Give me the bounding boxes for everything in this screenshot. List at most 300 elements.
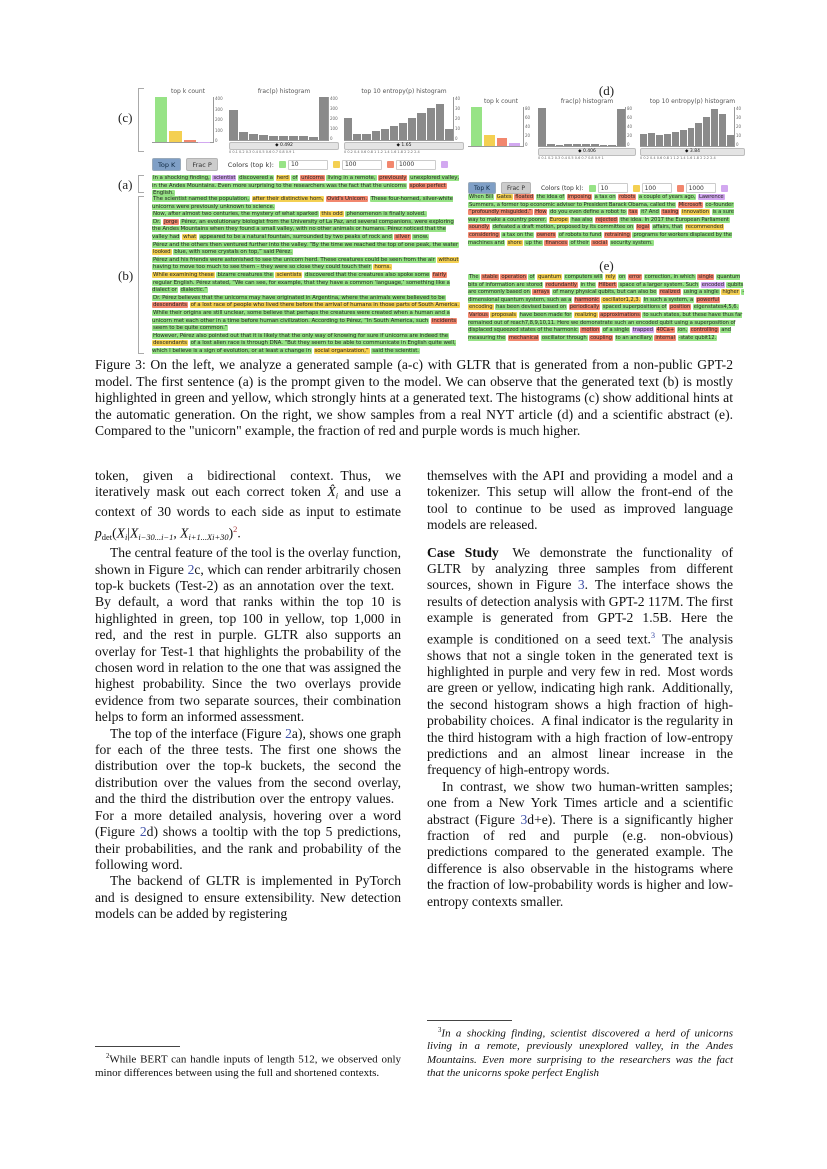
highlighted-token: These four-horned, silver-white unicorns were previously unknown to science. [152,196,453,210]
tick-label: 60 [627,115,633,120]
histogram-bar [695,123,702,146]
highlighted-token: blue, with some crystals on top,” said Pérez. [174,249,292,256]
highlighted-token: previously [379,175,407,181]
legend-chip-purple [441,161,448,168]
tick-label: 10 [455,126,461,132]
tick-label: 400 [330,95,338,101]
fracp-plot [538,107,625,147]
histogram-bar [471,107,482,146]
chart-entropy-right [640,98,745,160]
highlighted-token: computers will [564,274,603,280]
highlighted-token: bizarre creatures the [217,271,273,278]
panel-label-e: (e) [599,258,614,273]
highlighted-token: error [628,274,642,280]
histogram-bar [509,143,520,146]
highlighted-token: unicorns [301,175,324,181]
highlighted-token: harmonic [574,296,599,303]
highlighted-token: discovered a [239,175,273,181]
highlighted-token: Pérez and the others then ventured further into the valley. “By the time we reached the top of one peak, the water [153,241,459,248]
sample-line [152,242,463,257]
highlighted-token: 40Ca+ [656,327,675,334]
highlighted-token: Hilbert [598,281,616,288]
highlighted-token: scientists [276,271,302,278]
histogram-bar [436,104,444,140]
sample-line [152,310,463,333]
highlighted-token: of robots to fund [558,231,602,238]
text-run: ( [112,525,117,541]
highlighted-token: position [669,304,691,311]
green-swatch [589,185,596,192]
highlighted-token: realizing [574,311,597,318]
legend-chip-purple [721,185,728,192]
tick-label: 0 [525,142,528,147]
y-axis [328,97,339,141]
tick-label: 0 [627,142,630,147]
histogram-bar [381,129,389,140]
histogram-bar [656,135,663,146]
highlighted-token: Dr. Pérez believes that the unicorns may have originated in Argentina, where the animals were believed to be [153,294,445,301]
highlighted-token: this odd [321,211,343,218]
figure-right-panel [468,83,745,354]
histogram-bar [573,144,581,146]
highlighted-token: of a lost race of people who lived there before the arrival of humans in those parts of South America. [190,302,459,309]
yellow-swatch [633,185,640,192]
text-run: det [101,531,113,542]
highlighted-token: of [292,175,298,181]
nyt-text-sample [468,194,745,247]
tick-label: 0 [215,138,218,143]
tick-label: 20 [627,133,633,138]
highlighted-token: encoding [469,304,493,311]
histogram-bar [249,134,258,140]
text-run: p [95,525,102,541]
tick-label: 0 [455,136,458,142]
histogram-row-left [152,88,464,154]
entropy-plot [344,97,453,141]
histogram-bar [229,110,238,140]
highlighted-token: on [618,274,626,280]
histogram-bar [344,118,352,140]
y-axis [523,107,534,147]
figure-caption: Figure 3: On the left, we analyze a generated sample (a-c) with GLTR that is generated from a non-public GPT-2 model. The first sentence (a) is the prompt given to the model. We can observe that the generated text (b) is mostly highlighted in green and yellow, which strongly hints at a generated text. The histograms (c) show additional hints at the automatic generation. On the right, we show samples from a real NYT article (d) and a scientific abstract (e). Compared to the "unicorn" example, the fraction of red and purple words is much higher. [95,357,733,439]
histogram-bar [279,136,288,140]
highlighted-token: it? And [641,209,659,216]
tick-label: 400 [215,96,223,101]
highlighted-token: -dimensional quantum system, such as a [468,289,745,303]
highlighted-token: encoded [701,281,724,288]
highlighted-token: spaced superpositions of [602,304,667,311]
histogram-bar [719,114,726,146]
highlighted-token: floated [515,194,534,200]
highlighted-token: The [469,274,479,280]
text-run: In contrast, we show two human-written samples; one from a New York Times article and a scientific abstract (Figure [427,778,733,827]
legend-chip-yellow [333,160,382,170]
footnote-3 [427,1020,733,1080]
highlighted-token: the idea of [536,194,565,200]
panel-label-a: (a) [118,177,133,192]
chart-title: frac(p) histogram [560,98,614,105]
tick-label: 30 [455,105,461,111]
highlighted-token: shore [507,239,522,246]
highlighted-token: finances [545,239,567,246]
x-axis-ticks: 0 0.2 0.4 0.6 0.8 1 1.2 1.4 1.6 1.8 2 2.2 2.4 [640,156,716,160]
text-run: . The interface shows the results of detection analysis with GPT-2 117M. The first example is generated from GPT-2 1.5B. Here the example is conditioned on a seed text. [427,577,733,647]
chip-value: 1000 [686,183,716,193]
x-axis-ticks: 0 0.2 0.4 0.6 0.8 1 1.2 1.4 1.6 1.8 2 2.2 2.4 [344,150,420,154]
highlighted-token: “profoundly misguided.” [469,209,532,216]
chart-title: top 10 entropy(p) histogram [649,98,736,105]
x-axis-ticks: 0 0.1 0.2 0.3 0.4 0.5 0.6 0.7 0.8 0.9 1 [538,156,604,160]
tick-label: 40 [736,106,742,111]
purple-swatch [441,161,448,168]
histogram-bar [169,131,181,142]
figure-reference-link[interactable]: 3 [520,811,528,827]
footnote-text [95,1050,401,1080]
sample-line [468,274,745,342]
highlighted-token: controlling [690,327,718,334]
paragraph [95,545,401,725]
histogram-bar [703,117,710,146]
histogram-bar [319,97,328,140]
histogram-bar [259,135,268,140]
highlighted-token: a tax on the [502,231,534,238]
text-run: d) shows a tooltip with the top 5 predictions, their probabilities, and the rank and probability of the following word. [95,824,402,872]
tick-label: 40 [455,95,461,101]
text-run: a), shows one graph for each of the three tests. The first one shows the distribution over the top-k buckets, the second the distribution over the values from the second overlay, and the third the distribution over the entropy values. For a more detailed analysis, hovering over a word (Figure [95,725,401,840]
histogram-bar [309,137,318,140]
sample-line [152,295,463,310]
histogram-bar [591,144,599,146]
highlighted-token: tax [629,209,638,216]
chart-title: top k count [483,98,519,105]
highlighted-token: motion [581,327,600,334]
top-k-count-plot [152,97,213,143]
highlighted-token: without [438,256,459,263]
text-run: X̂ [327,484,336,500]
tick-label: 100 [330,126,338,132]
highlighted-token: proposals [491,311,516,318]
highlighted-token: However, Pérez also pointed out that it is likely that the only way of knowing for sure if unicorns are indeed the [153,332,449,339]
histogram-bar [547,144,555,146]
highlighted-token: eigenstates4,5,6. [693,304,739,311]
tick-label: 20 [736,124,742,129]
text-run: The backend of GLTR is implemented in PyTorch and is designed to ensure extensibility. New detection models can be added by registering [95,873,401,922]
legend-chip-red [387,160,436,170]
threshold-slider: ◆ 0.406 [538,148,636,156]
highlighted-token: soundly [469,224,489,231]
legend-chip-red [677,183,716,193]
x-axis-ticks: 0 0.1 0.2 0.3 0.4 0.5 0.6 0.7 0.8 0.9 1 [229,150,295,154]
tick-label: 0 [330,136,333,142]
highlighted-token: higher [722,289,739,296]
highlighted-token: redundantly [546,281,577,288]
legend-right [468,182,728,194]
highlighted-token: snow. [413,233,429,240]
highlighted-token: recommended [685,224,724,231]
highlighted-token: In such a system, a [643,296,694,303]
bracket-c [138,88,144,152]
histogram-bar [269,136,278,140]
highlighted-token: incidents [431,317,457,324]
figure-reference-link[interactable]: 3 [577,577,585,593]
body-column-right [427,468,733,1080]
text-run: While BERT can handle inputs of length 512, we observed only minor differences between using the full and shortened contexts. [95,1053,401,1079]
sample-line [152,333,463,356]
top-k-count-plot [468,107,523,147]
threshold-slider: ◆ 3.84 [640,148,745,156]
highlighted-token: the idea. In 2017 the European Parliament [620,216,729,223]
highlighted-token: programs for workers displaced by the machines and [468,231,732,246]
chart-entropy-left [344,88,464,154]
tick-label: 0 [736,142,739,147]
highlighted-token: quantum [537,274,562,280]
highlighted-token: operation [501,274,526,280]
highlighted-token: do you even define a robot to [550,209,626,216]
chart-title: frac(p) histogram [257,88,311,95]
highlighted-token: Pérez, an evolutionary biologist from the University of La Paz, and several companions, were exploring the Andes Mountains when they found a small valley, with no other animals or humans. Pérez noticed that the valley had [152,218,454,240]
purple-swatch [721,185,728,192]
highlighted-token: robots [619,194,636,200]
tick-label: 200 [215,117,223,122]
highlighted-token: to such states, but these have thus far remained out of reach7,8,9,10,11. Here we demonstrate such an encoded qubit using a superposition of displaced squeezed states of the harmonic [468,311,743,334]
text-run: i−30...i−1 [138,531,174,542]
highlighted-token: single [698,274,714,280]
highlighted-token: legal [636,224,650,231]
highlighted-token: phenomenon is finally solved. [346,211,426,218]
highlighted-token: innovation [682,209,709,216]
text-run: In a shocking finding, scientist discovered a herd of unicorns living in a remote, previously unexplored valley, in the Andes Mountains. Even more surprising to the researchers was the fact that the unicorns spoke perfect English [427,1027,733,1079]
highlighted-token: descendants [153,340,187,347]
tick-label: 100 [215,127,223,133]
highlighted-token: taxing [662,209,679,216]
histogram-bar [640,134,647,146]
highlighted-token: retraining [604,231,630,238]
highlighted-token: approximations [600,311,640,318]
tick-label: 20 [455,115,461,121]
text-run: X [130,525,139,541]
colors-label: Colors (top k): [540,184,584,192]
fracp-button: Frac P [186,158,217,171]
chart-top-k-count-right [468,98,534,160]
legend-chip-yellow [633,183,672,193]
highlighted-token: oscillator through [541,334,587,341]
highlighted-token: quantum bits of information are stored [468,274,741,288]
highlighted-token: affairs, that [652,224,683,231]
legend-chip-green [279,160,328,170]
bracket-a [138,175,144,193]
highlighted-token: trapped [632,327,653,334]
tick-label: 40 [627,124,633,129]
highlighted-token: Now, after almost two centuries, the mystery of what sparked [153,211,318,218]
histogram-bar [608,145,616,146]
highlighted-token: When Bill [469,194,494,200]
highlighted-token: English. [153,190,174,197]
text-run: 2 [233,523,238,534]
highlighted-token: regular English. Pérez stated, “We can see, for example, that they have a common ‘language,’ something like a dialect or [152,279,450,294]
histogram-bar [184,140,196,142]
highlighted-token: space of a larger system. Such [619,281,699,288]
red-swatch [387,161,394,168]
histogram-bar [538,108,546,146]
footnote-2 [95,1046,401,1080]
highlighted-token: Gates [496,194,512,200]
figure-reference-link[interactable]: 3 [650,629,656,640]
highlighted-token: Dr. [153,218,161,225]
tick-label: 10 [736,133,742,138]
histogram-bar [680,130,687,146]
sample-line [152,257,463,272]
highlighted-token: stable [482,274,498,280]
highlighted-token: While examining these [153,271,214,278]
fracp-button: Frac P [501,182,531,194]
paragraph [427,468,733,534]
yellow-swatch [333,161,340,168]
highlighted-token: descendants [153,302,187,309]
histogram-bar [445,129,453,140]
highlighted-token: a tax on [594,194,616,200]
sample-line [152,211,463,219]
highlighted-token: is a sure way to make a country poorer. [468,209,734,223]
highlighted-token: living in a remote, [327,175,376,181]
highlighted-token: qubits are commonly based on [468,281,744,296]
colors-label: Colors (top k): [227,160,274,169]
footnote-rule [427,1020,512,1021]
threshold-slider: ◆ 1.65 [344,142,464,150]
panel-label-b: (b) [118,268,134,283]
highlighted-token: How [535,209,547,216]
highlighted-token: Lawrence [699,194,724,200]
sample-line [152,175,463,198]
highlighted-token: powerful [696,296,720,303]
highlighted-token: internal [655,334,675,341]
highlighted-token: rejected [595,216,617,223]
tick-label: 80 [525,106,531,111]
highlighted-token: Jorge [164,218,178,225]
highlighted-token: after their distinctive horn, [252,196,324,202]
chip-value: 100 [642,183,672,193]
highlighted-token: using a single [683,289,719,296]
highlighted-token: In a shocking finding, [153,175,210,181]
text-run: themselves with the API and providing a model and a tokenizer. This setup will allow the front-end of the tool to continue to be used as improved language models are released. [427,468,733,533]
sample-line [152,272,463,295]
highlighted-token: ion, [677,327,688,334]
histogram-row-right [468,98,745,160]
histogram-bar [688,128,695,146]
highlighted-token: has also [571,216,593,223]
highlighted-token: silver [395,233,410,240]
highlighted-token: social [592,239,607,246]
chart-top-k-count-left [152,88,224,154]
highlighted-token: defeated a draft motion, proposed by its committee on [492,224,634,231]
sample-line [152,219,463,242]
text-run: The central feature of the tool is the overlay function, shown in Figure [95,545,401,577]
highlighted-token: appeared to be a natural fountain, surrounded by two peaks of rock and [199,233,392,240]
highlighted-token: discovered that the creatures also spoke some [305,271,430,278]
highlighted-token: mechanical [508,334,539,341]
figure-reference-link[interactable]: 2 [187,561,195,577]
histogram-bar [556,145,564,146]
footnote-text [427,1024,733,1080]
text-run: d+e). There is a significantly higher fraction of red and purple (e.g. non-obvious) predictions compared to the generated example. The difference is also observable in the histograms where the fraction of low-probability words is higher and low-entropy contexts smaller. [427,811,733,909]
y-axis [453,97,464,141]
text-run: . [237,525,241,541]
highlighted-token: in the [580,281,596,288]
histogram-bar [664,134,671,146]
highlighted-token: -state qubit12. [678,334,717,341]
highlighted-token: spoke perfect [409,182,446,189]
tick-label: 300 [330,105,338,111]
sample-line [152,196,463,211]
legend-chip-green [589,183,628,193]
fracp-plot [229,97,328,141]
chip-value: 1000 [396,160,436,170]
body-column-left [95,468,401,1080]
paragraph-case-study [427,545,733,779]
text-run: i+1...Xi+30 [188,531,229,542]
histogram-bar [155,97,167,142]
chart-fracp-right [538,98,636,160]
text-run: 2 [106,1052,110,1060]
panel-label-d: (d) [598,83,615,98]
highlighted-token: looked [153,249,171,256]
threshold-slider: ◆ 0.492 [229,142,339,150]
topk-button: Top K [152,158,181,171]
chip-value: 100 [342,160,382,170]
highlighted-token: Various [469,311,488,318]
paragraph [95,873,401,922]
histogram-bar [408,118,416,140]
prompt-text-sample [152,175,463,198]
highlighted-token: imposing [567,194,591,200]
highlighted-token: considering [469,231,499,238]
figure-reference-link[interactable]: 2 [139,824,147,840]
text-run: ) [228,525,234,541]
highlighted-token: Microsoft [678,201,702,208]
highlighted-token: Summers, a former top economic adviser to President Barack Obama, called the [469,201,676,208]
histogram-bar [417,113,425,140]
histogram-bar [711,109,718,146]
chip-value: 10 [288,160,328,170]
chip-value: 10 [598,183,628,193]
histogram-bar [362,134,370,141]
text-run: We demonstrate the functionality of GLTR by analyzing three samples from different sources, shown in Figure [427,544,733,593]
tick-label: 200 [330,115,338,121]
text-run: X [180,525,189,541]
highlighted-token: have been made for [519,311,572,318]
highlighted-token: unexplored valley, in the Andes Mountains. Even more surprising to the researchers was the fact that the unicorns [152,175,460,189]
highlighted-token: herd [276,175,289,181]
footnote-rule [95,1046,180,1047]
figure-left-panel [118,86,464,354]
highlighted-token: coupling [590,334,612,341]
highlighted-token: what [183,233,197,240]
highlighted-token: dialectic.” [180,287,208,294]
figure-reference-link[interactable]: 2 [285,725,292,741]
tick-label: 20 [525,133,531,138]
highlighted-token: said the scientist. [372,347,419,354]
histogram-bar [390,126,398,140]
legend-left [152,158,448,171]
highlighted-token: has been devised based on [496,304,567,311]
chart-title: top k count [170,88,206,95]
text-run: , [173,525,181,541]
highlighted-token: realized [659,289,680,296]
histogram-bar [484,135,495,146]
highlighted-token: a couple of years ago, [638,194,696,200]
highlighted-token: oscillator1,2,3. [602,296,641,303]
highlighted-token: of [529,274,535,280]
highlighted-token: fairly [432,271,447,278]
